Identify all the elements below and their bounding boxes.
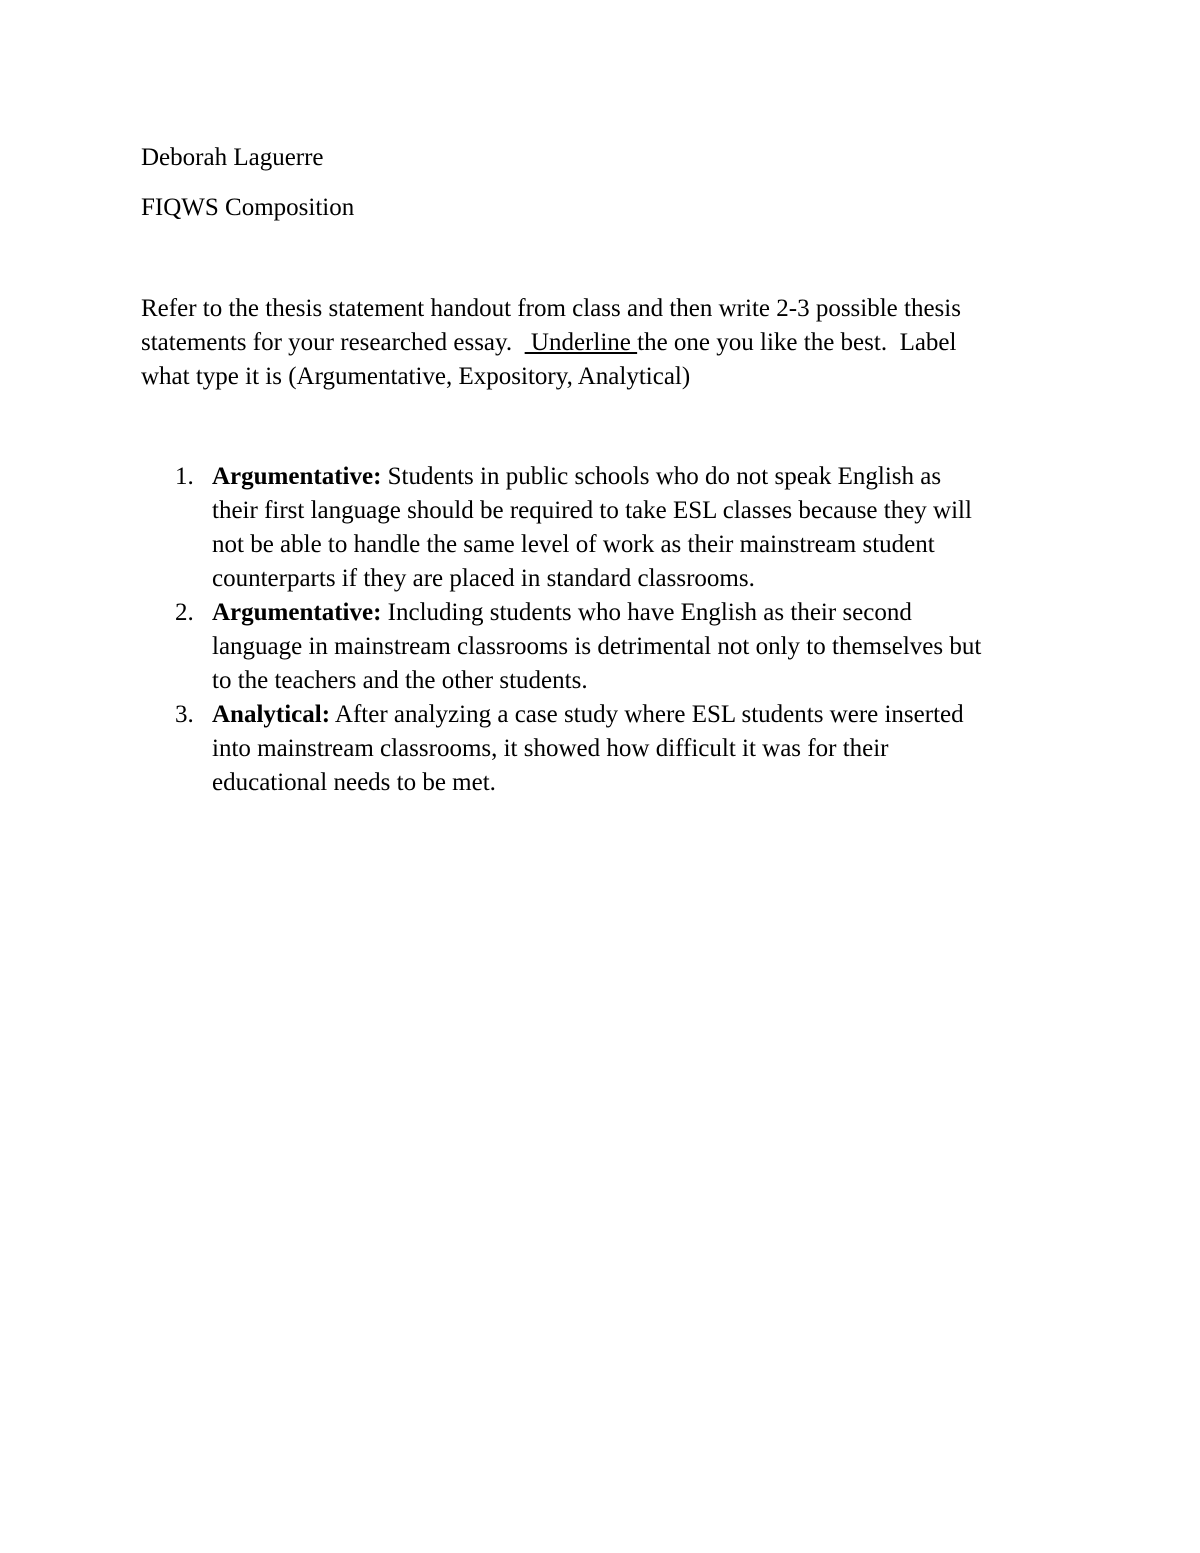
list-number: 2.	[175, 599, 194, 626]
instructions-text: statements for your researched essay.	[141, 329, 525, 356]
instructions-line	[141, 326, 1071, 360]
instructions-text: the one you like the best. Label	[637, 329, 957, 356]
thesis-line: not be able to handle the same level of work as their mainstream student	[212, 531, 935, 558]
thesis-line: counterparts if they are placed in standard classrooms.	[212, 565, 755, 592]
underline-keyword: Underline	[524, 329, 638, 356]
thesis-item	[141, 460, 1081, 596]
thesis-text: Students in public schools who do not speak English as	[381, 463, 942, 490]
list-number: 3.	[175, 701, 194, 728]
thesis-text: Including students who have English as their second	[381, 599, 912, 626]
instructions-line: Refer to the thesis statement handout from class and then write 2-3 possible thesis	[141, 295, 961, 322]
thesis-item	[141, 698, 1081, 800]
list-number: 1.	[175, 463, 194, 490]
thesis-line: language in mainstream classrooms is detrimental not only to themselves but	[212, 633, 982, 660]
author-name: Deborah Laguerre	[141, 144, 324, 171]
thesis-line	[212, 596, 1081, 630]
thesis-type-label: Argumentative:	[212, 463, 382, 490]
thesis-line: educational needs to be met.	[212, 769, 496, 796]
thesis-line: into mainstream classrooms, it showed how difficult it was for their	[212, 735, 889, 762]
thesis-line	[212, 698, 1081, 732]
thesis-text: After analyzing a case study where ESL students were inserted	[330, 701, 964, 728]
thesis-item	[141, 596, 1081, 698]
thesis-type-label: Analytical:	[212, 701, 331, 728]
thesis-type-label: Argumentative:	[212, 599, 382, 626]
thesis-list	[141, 460, 1081, 800]
thesis-line: their first language should be required to take ESL classes because they will	[212, 497, 972, 524]
assignment-instructions	[141, 292, 1071, 394]
thesis-line: to the teachers and the other students.	[212, 667, 588, 694]
instructions-line: what type it is (Argumentative, Expository, Analytical)	[141, 363, 691, 390]
thesis-line	[212, 460, 1081, 494]
course-name: FIQWS Composition	[141, 194, 355, 221]
